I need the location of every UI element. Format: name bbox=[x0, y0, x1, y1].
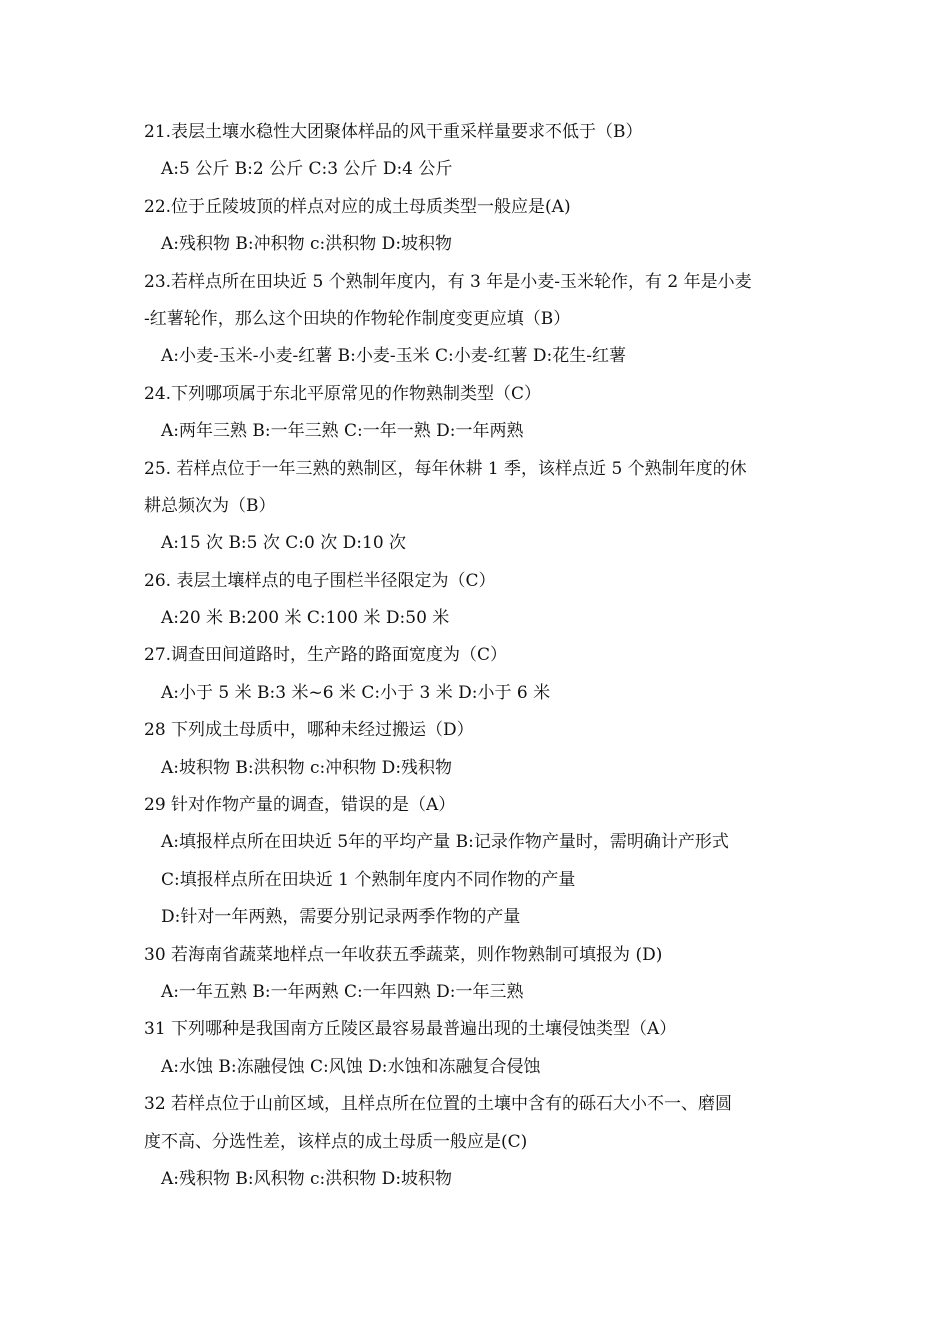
question-23-line-1: 23.若样点所在田块近 5 个熟制年度内，有 3 年是小麦-玉米轮作，有 2 年是小麦 bbox=[144, 271, 752, 292]
question-27: 27.调查田间道路时，生产路的路面宽度为（C） bbox=[144, 645, 508, 666]
question-29-option-c: C:填报样点所在田块近 1 个熟制年度内不同作物的产量 bbox=[161, 869, 576, 890]
question-30: 30 若海南省蔬菜地样点一年收获五季蔬菜，则作物熟制可填报为 (D) bbox=[144, 944, 663, 965]
question-26: 26. 表层土壤样点的电子围栏半径限定为（C） bbox=[144, 570, 496, 591]
question-28: 28 下列成土母质中，哪种未经过搬运（D） bbox=[144, 720, 474, 741]
question-24-options: A:两年三熟 B:一年三熟 C:一年一熟 D:一年两熟 bbox=[161, 421, 524, 442]
question-32-line-1: 32 若样点位于山前区域，且样点所在位置的土壤中含有的砾石大小不一、磨圆 bbox=[144, 1094, 733, 1115]
question-31-options: A:水蚀 B:冻融侵蚀 C:风蚀 D:水蚀和冻融复合侵蚀 bbox=[161, 1056, 541, 1077]
question-29: 29 针对作物产量的调查，错误的是（A） bbox=[144, 795, 456, 816]
question-25-line-1: 25. 若样点位于一年三熟的熟制区，每年休耕 1 季，该样点近 5 个熟制年度的休 bbox=[144, 458, 747, 479]
question-23-options: A:小麦-玉米-小麦-红薯 B:小麦-玉米 C:小麦-红薯 D:花生-红薯 bbox=[161, 346, 626, 367]
question-29-options-ab: A:填报样点所在田块近 5年的平均产量 B:记录作物产量时，需明确计产形式 bbox=[161, 832, 729, 853]
question-25-options: A:15 次 B:5 次 C:0 次 D:10 次 bbox=[161, 533, 407, 554]
question-31: 31 下列哪种是我国南方丘陵区最容易最普遍出现的土壤侵蚀类型（A） bbox=[144, 1019, 677, 1040]
question-22: 22.位于丘陵坡顶的样点对应的成土母质类型一般应是(A) bbox=[144, 196, 571, 217]
question-28-options: A:坡积物 B:洪积物 c:冲积物 D:残积物 bbox=[161, 757, 453, 778]
question-29-option-d: D:针对一年两熟，需要分别记录两季作物的产量 bbox=[161, 907, 521, 928]
question-24: 24.下列哪项属于东北平原常见的作物熟制类型（C） bbox=[144, 383, 542, 404]
question-25-line-2: 耕总频次为（B） bbox=[144, 495, 276, 516]
question-21-options: A:5 公斤 B:2 公斤 C:3 公斤 D:4 公斤 bbox=[161, 159, 453, 180]
question-32-options: A:残积物 B:风积物 c:洪积物 D:坡积物 bbox=[161, 1168, 453, 1189]
question-27-options: A:小于 5 米 B:3 米~6 米 C:小于 3 米 D:小于 6 米 bbox=[161, 682, 551, 703]
question-23-line-2: -红薯轮作，那么这个田块的作物轮作制度变更应填（B） bbox=[144, 308, 571, 329]
question-22-options: A:残积物 B:冲积物 c:洪积物 D:坡积物 bbox=[161, 234, 453, 255]
question-30-options: A:一年五熟 B:一年两熟 C:一年四熟 D:一年三熟 bbox=[161, 981, 524, 1002]
question-32-line-2: 度不高、分选性差，该样点的成土母质一般应是(C) bbox=[144, 1131, 528, 1152]
question-21: 21.表层土壤水稳性大团聚体样品的风干重采样量要求不低于（B） bbox=[144, 122, 643, 142]
question-26-options: A:20 米 B:200 米 C:100 米 D:50 米 bbox=[161, 608, 450, 629]
